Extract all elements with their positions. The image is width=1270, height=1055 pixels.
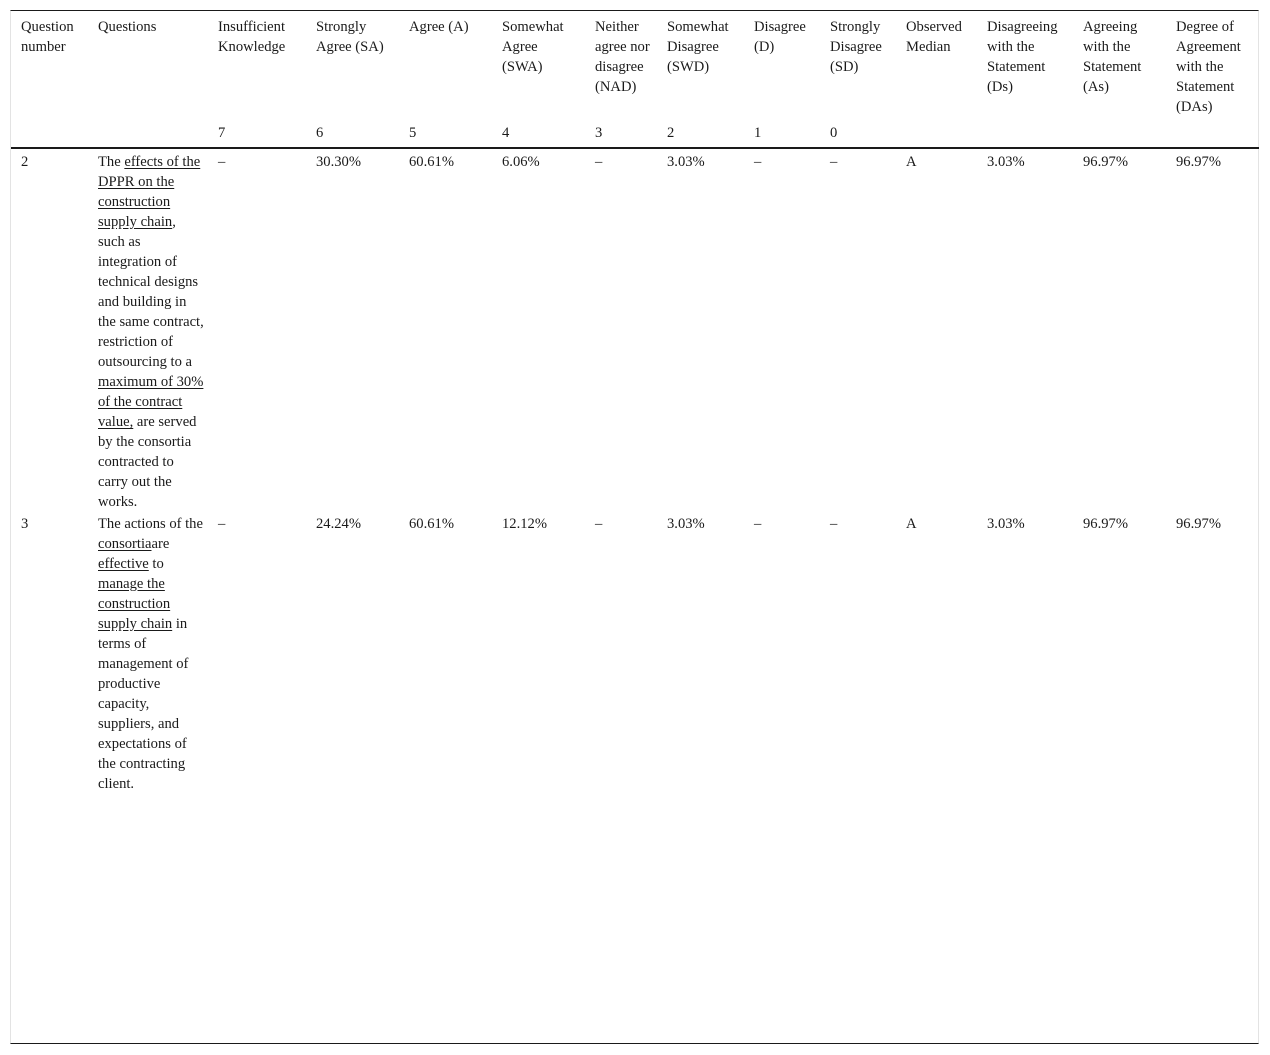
- insufficient-knowledge-cell: –: [218, 516, 226, 532]
- somewhat-agree-cell: 6.06%: [502, 154, 540, 170]
- agree-cell: 60.61%: [409, 516, 454, 532]
- scale-score-cell: [1073, 123, 1166, 148]
- scale-score-neither: 3: [595, 125, 603, 141]
- question-text: The: [98, 154, 125, 170]
- strongly-agree-cell: 30.30%: [316, 154, 361, 170]
- question-emphasis: manage the construction supply chain: [98, 576, 173, 632]
- column-header-disagree: Disagree (D): [754, 19, 806, 55]
- question-text: The actions of the: [98, 516, 203, 532]
- column-header-observed-median: Observed Median: [906, 19, 962, 55]
- column-header-question-number: Question number: [21, 19, 74, 55]
- scale-score-agree: 5: [409, 125, 417, 141]
- question-text-cell: [88, 512, 208, 798]
- column-header-agreeing: Agreeing with the Statement (As): [1083, 19, 1142, 95]
- somewhat-disagree-cell: 3.03%: [667, 154, 705, 170]
- scale-score-cell: [88, 123, 208, 148]
- column-header-somewhat-disagree: Somewhat Disagree (SWD): [667, 19, 729, 75]
- question-emphasis: effects of the DPPR on the construction supply chain: [98, 154, 201, 230]
- disagreeing-cell: 3.03%: [987, 516, 1025, 532]
- question-emphasis: effective: [98, 556, 149, 572]
- question-text-cell: [88, 148, 208, 512]
- disagree-cell: –: [754, 154, 762, 170]
- agreeing-cell: 96.97%: [1083, 516, 1128, 532]
- observed-median-cell: A: [906, 516, 917, 532]
- question-text: to: [148, 556, 164, 572]
- somewhat-agree-cell: 12.12%: [502, 516, 547, 532]
- scale-score-somewhat-disagree: 2: [667, 125, 675, 141]
- question-number-cell: 3: [21, 516, 29, 532]
- scale-score-cell: [896, 123, 977, 148]
- column-header-insufficient-knowledge: Insufficient Knowledge: [218, 19, 286, 55]
- column-header-degree-of-agreement: Degree of Agreement with the Statement (DAs): [1176, 19, 1241, 115]
- agree-cell: 60.61%: [409, 154, 454, 170]
- question-emphasis: maximum of 30% of the contract value,: [98, 374, 204, 430]
- column-header-disagreeing: Disagreeing with the Statement (Ds): [987, 19, 1058, 95]
- degree-of-agreement-cell: 96.97%: [1176, 154, 1221, 170]
- neither-cell: –: [595, 516, 603, 532]
- insufficient-knowledge-cell: –: [218, 154, 226, 170]
- question-emphasis: consortia: [98, 536, 152, 552]
- question-text: , such as integration of technical designs and building in the same contract, restriction of outsourcing to a: [98, 214, 204, 370]
- question-text: are: [151, 536, 170, 552]
- column-header-questions: Questions: [98, 19, 157, 35]
- header-row: [11, 11, 1259, 123]
- neither-cell: –: [595, 154, 603, 170]
- table-row: [11, 512, 1259, 798]
- degree-of-agreement-cell: 96.97%: [1176, 516, 1221, 532]
- scale-score-disagree: 1: [754, 125, 762, 141]
- scale-score-row: [11, 123, 1259, 148]
- strongly-disagree-cell: –: [830, 516, 838, 532]
- scale-score-cell: [1166, 123, 1259, 148]
- question-number-cell: 2: [21, 154, 29, 170]
- column-header-neither: Neither agree nor disagree (NAD): [595, 19, 650, 95]
- strongly-disagree-cell: –: [830, 154, 838, 170]
- survey-results-table: [11, 11, 1259, 798]
- observed-median-cell: A: [906, 154, 917, 170]
- column-header-strongly-agree: Strongly Agree (SA): [316, 19, 384, 55]
- agreeing-cell: 96.97%: [1083, 154, 1128, 170]
- question-text: in terms of management of productive capacity, suppliers, and expectations of the contracting client.: [98, 616, 189, 792]
- column-header-strongly-disagree: Strongly Disagree (SD): [830, 19, 882, 75]
- scale-score-cell: [11, 123, 88, 148]
- column-header-somewhat-agree: Somewhat Agree (SWA): [502, 19, 564, 75]
- table-row: [11, 148, 1259, 512]
- question-text: are served by the consortia contracted to carry out the works.: [98, 414, 197, 510]
- somewhat-disagree-cell: 3.03%: [667, 516, 705, 532]
- scale-score-somewhat-agree: 4: [502, 125, 510, 141]
- scale-score-strongly-agree: 6: [316, 125, 324, 141]
- column-header-agree: Agree (A): [409, 19, 469, 35]
- scale-score-strongly-disagree: 0: [830, 125, 838, 141]
- disagreeing-cell: 3.03%: [987, 154, 1025, 170]
- strongly-agree-cell: 24.24%: [316, 516, 361, 532]
- scale-score-cell: [977, 123, 1073, 148]
- disagree-cell: –: [754, 516, 762, 532]
- scale-score-insufficient-knowledge: 7: [218, 125, 226, 141]
